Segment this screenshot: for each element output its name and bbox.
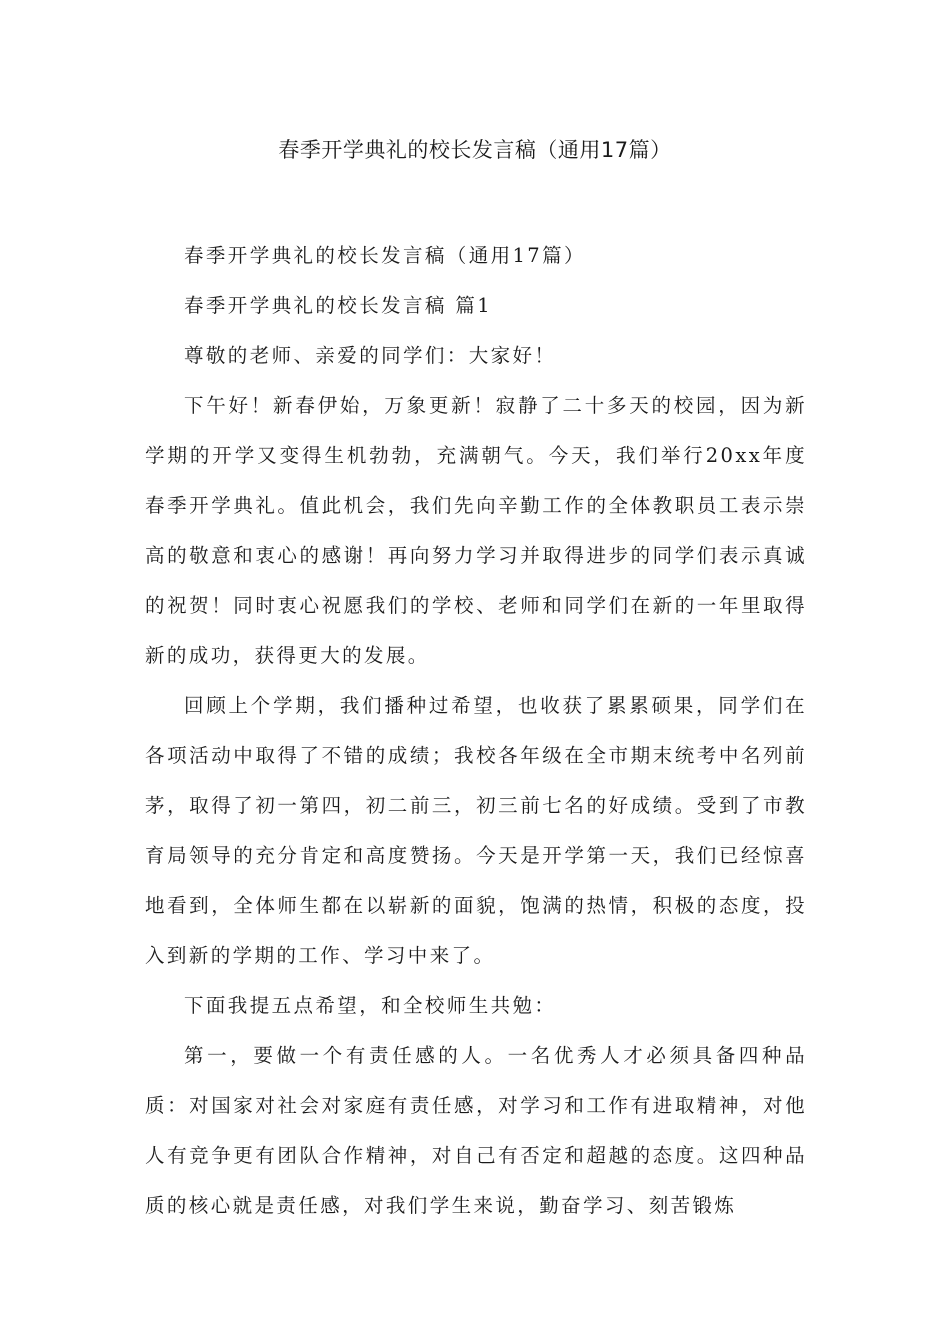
- paragraph-greeting: 尊敬的老师、亲爱的同学们：大家好！: [184, 344, 557, 367]
- paragraph-opening: 下午好！新春伊始，万象更新！寂静了二十多天的校园，因为新学期的开学又变得生机勃勃，充满朝气。今天，我们举行20xx年度春季开学典礼。值此机会，我们先向辛勤工作的全体教职员工表示崇高的敬意和衷心的感谢！再向努力学习并取得进步的同学们表示真诚的祝贺！同时衷心祝愿我们的学校、老师和同学们在新的一年里取得新的成功，获得更大的发展。: [145, 394, 807, 667]
- paragraph-first-hope: 第一，要做一个有责任感的人。一名优秀人才必须具备四种品质：对国家对社会对家庭有责任感，对学习和工作有进取精神，对他人有竞争更有团队合作精神，对自己有否定和超越的态度。这四种品质的核心就是责任感，对我们学生来说，勤奋学习、刻苦锻炼: [145, 1044, 807, 1217]
- document-title: 春季开学典礼的校长发言稿（通用17篇）: [278, 138, 672, 162]
- paragraph-section-title: 春季开学典礼的校长发言稿 篇1: [184, 294, 493, 317]
- document-body: [145, 231, 807, 1231]
- paragraph-heading-repeat: 春季开学典礼的校长发言稿（通用17篇）: [184, 244, 586, 267]
- paragraph-hopes-intro: 下面我提五点希望，和全校师生共勉：: [184, 994, 557, 1017]
- paragraph-review: 回顾上个学期，我们播种过希望，也收获了累累硕果，同学们在各项活动中取得了不错的成绩；我校各年级在全市期末统考中名列前茅，取得了初一第四，初二前三，初三前七名的好成绩。受到了市教育局领导的充分肯定和高度赞扬。今天是开学第一天，我们已经惊喜地看到，全体师生都在以崭新的面貌，饱满的热情，积极的态度，投入到新的学期的工作、学习中来了。: [145, 694, 807, 967]
